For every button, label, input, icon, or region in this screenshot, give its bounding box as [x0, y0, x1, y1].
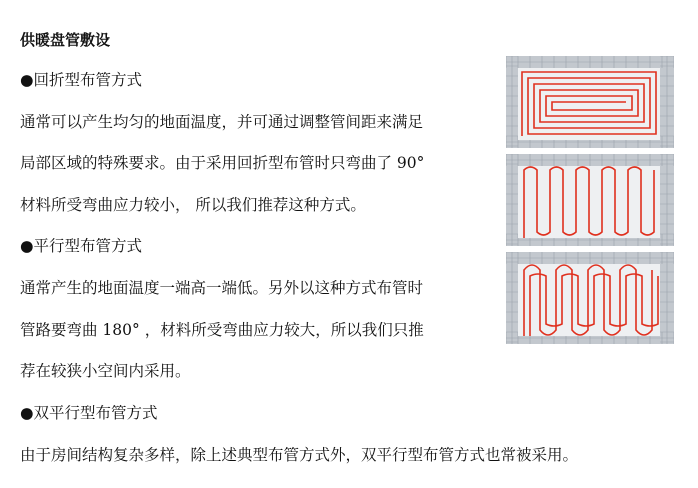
paragraph-line: 荐在较狭小空间内采用。 [20, 362, 191, 380]
page-title: 供暖盘管敷设 [20, 31, 111, 49]
paragraph-line: 通常可以产生均匀的地面温度，并可通过调整管间距来满足 [20, 113, 424, 131]
paragraph-line: 通常产生的地面温度一端高一端低。另外以这种方式布管时 [20, 279, 424, 297]
section-heading-spiral: ●回折型布管方式 [20, 71, 143, 89]
pipe-layout-figure [506, 56, 674, 346]
spiral-layout-diagram [506, 56, 674, 148]
double-parallel-layout-diagram [506, 252, 674, 344]
paragraph-line: 局部区域的特殊要求。由于采用回折型布管时只弯曲了 90° [20, 154, 425, 172]
section-heading-double-parallel: ●双平行型布管方式 [20, 404, 158, 422]
section-heading-parallel: ●平行型布管方式 [20, 237, 143, 255]
paragraph-line: 管路要弯曲 180° ，材料所受弯曲应力较大，所以我们只推 [20, 321, 424, 339]
paragraph-line: 材料所受弯曲应力较小， 所以我们推荐这种方式。 [20, 196, 366, 214]
parallel-layout-diagram [506, 154, 674, 246]
paragraph-line: 由于房间结构复杂多样，除上述典型布管方式外，双平行型布管方式也常被采用。 [20, 446, 579, 464]
